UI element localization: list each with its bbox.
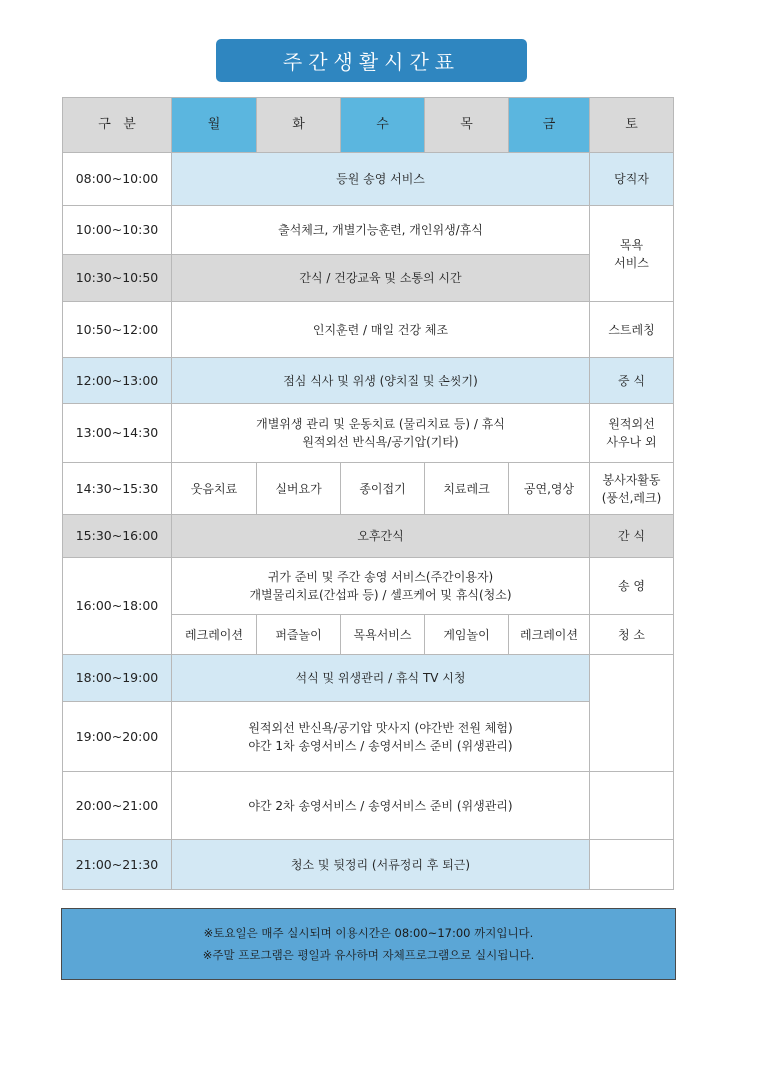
program-cell: 레크레이션 (509, 615, 590, 655)
activity-cell (172, 702, 590, 772)
time-cell: 13:00~14:30 (63, 404, 172, 463)
table-row (63, 153, 674, 206)
activity-cell: 인지훈련 / 매일 건강 체조 (172, 302, 590, 358)
saturday-cell: 송 영 (590, 558, 674, 615)
table-row (63, 702, 674, 772)
activity-cell: 등원 송영 서비스 (172, 153, 590, 206)
table-row (63, 655, 674, 702)
activity-line: 원적외선 반식욕/공기압(기타) (302, 435, 459, 449)
time-cell: 21:00~21:30 (63, 840, 172, 890)
notice-line: ※토요일은 매주 실시되며 이용시간은 08:00~17:00 까지입니다. (203, 926, 534, 940)
program-cell: 퍼즐놀이 (257, 615, 341, 655)
time-cell: 10:30~10:50 (63, 255, 172, 302)
time-cell: 08:00~10:00 (63, 153, 172, 206)
activity-line: 개별위생 관리 및 운동치료 (물리치료 등) / 휴식 (256, 417, 505, 431)
page-title: 주간생활시간표 (216, 39, 527, 82)
header-friday: 금 (509, 98, 590, 153)
saturday-line: 사우나 외 (606, 435, 657, 449)
time-cell: 20:00~21:00 (63, 772, 172, 840)
notice-box (61, 908, 676, 980)
table-row (63, 206, 674, 255)
saturday-cell-empty (590, 840, 674, 890)
activity-line: 귀가 준비 및 주간 송영 서비스(주간이용자) (267, 570, 494, 584)
header-monday: 월 (172, 98, 257, 153)
time-cell: 16:00~18:00 (63, 558, 172, 655)
time-cell: 18:00~19:00 (63, 655, 172, 702)
header-category: 구 분 (63, 98, 172, 153)
saturday-cell: 중 식 (590, 358, 674, 404)
activity-line: 개별물리치료(간섭파 등) / 셀프케어 및 휴식(청소) (249, 588, 512, 602)
saturday-cell: 당직자 (590, 153, 674, 206)
table-row (63, 840, 674, 890)
header-wednesday: 수 (341, 98, 425, 153)
saturday-line: 봉사자활동 (602, 472, 661, 487)
table-row (63, 558, 674, 615)
table-header-row (63, 98, 674, 153)
saturday-cell (590, 404, 674, 463)
program-cell: 목욕서비스 (341, 615, 425, 655)
table-row (63, 515, 674, 558)
saturday-cell (590, 463, 674, 515)
activity-cell: 야간 2차 송영서비스 / 송영서비스 준비 (위생관리) (172, 772, 590, 840)
program-cell: 실버요가 (257, 463, 341, 515)
saturday-line: 원적외선 (608, 417, 655, 431)
header-thursday: 목 (425, 98, 509, 153)
activity-cell: 간식 / 건강교육 및 소통의 시간 (172, 255, 590, 302)
notice-line: ※주말 프로그램은 평일과 유사하며 자체프로그램으로 실시됩니다. (202, 948, 535, 962)
saturday-cell: 목욕 서비스 (590, 206, 674, 302)
time-cell: 12:00~13:00 (63, 358, 172, 404)
activity-cell: 오후간식 (172, 515, 590, 558)
saturday-cell: 간 식 (590, 515, 674, 558)
saturday-cell: 스트레칭 (590, 302, 674, 358)
time-cell: 10:50~12:00 (63, 302, 172, 358)
activity-cell: 청소 및 뒷정리 (서류정리 후 퇴근) (172, 840, 590, 890)
saturday-cell-empty (590, 655, 674, 772)
time-cell: 14:30~15:30 (63, 463, 172, 515)
activity-line: 원적외선 반신욕/공기압 맛사지 (야간반 전원 체험) (248, 720, 513, 735)
weekly-schedule-table (62, 97, 674, 890)
time-cell: 19:00~20:00 (63, 702, 172, 772)
program-cell: 게임놀이 (425, 615, 509, 655)
program-cell: 공연,영상 (509, 463, 590, 515)
saturday-cell-empty (590, 772, 674, 840)
activity-cell: 출석체크, 개별기능훈련, 개인위생/휴식 (172, 206, 590, 255)
program-cell: 치료레크 (425, 463, 509, 515)
table-row (63, 772, 674, 840)
saturday-line: (풍선,레크) (601, 490, 662, 505)
time-cell: 15:30~16:00 (63, 515, 172, 558)
table-row (63, 358, 674, 404)
activity-cell (172, 558, 590, 615)
activity-cell: 점심 식사 및 위생 (양치질 및 손씻기) (172, 358, 590, 404)
program-cell: 웃음치료 (172, 463, 257, 515)
program-cell: 종이접기 (341, 463, 425, 515)
program-cell: 레크레이션 (172, 615, 257, 655)
activity-cell: 석식 및 위생관리 / 휴식 TV 시청 (172, 655, 590, 702)
header-saturday: 토 (590, 98, 674, 153)
table-row (63, 463, 674, 515)
time-cell: 10:00~10:30 (63, 206, 172, 255)
activity-cell (172, 404, 590, 463)
saturday-cell: 청 소 (590, 615, 674, 655)
activity-line: 야간 1차 송영서비스 / 송영서비스 준비 (위생관리) (248, 738, 513, 753)
table-row (63, 255, 674, 302)
table-row (63, 302, 674, 358)
header-tuesday: 화 (257, 98, 341, 153)
table-row (63, 404, 674, 463)
